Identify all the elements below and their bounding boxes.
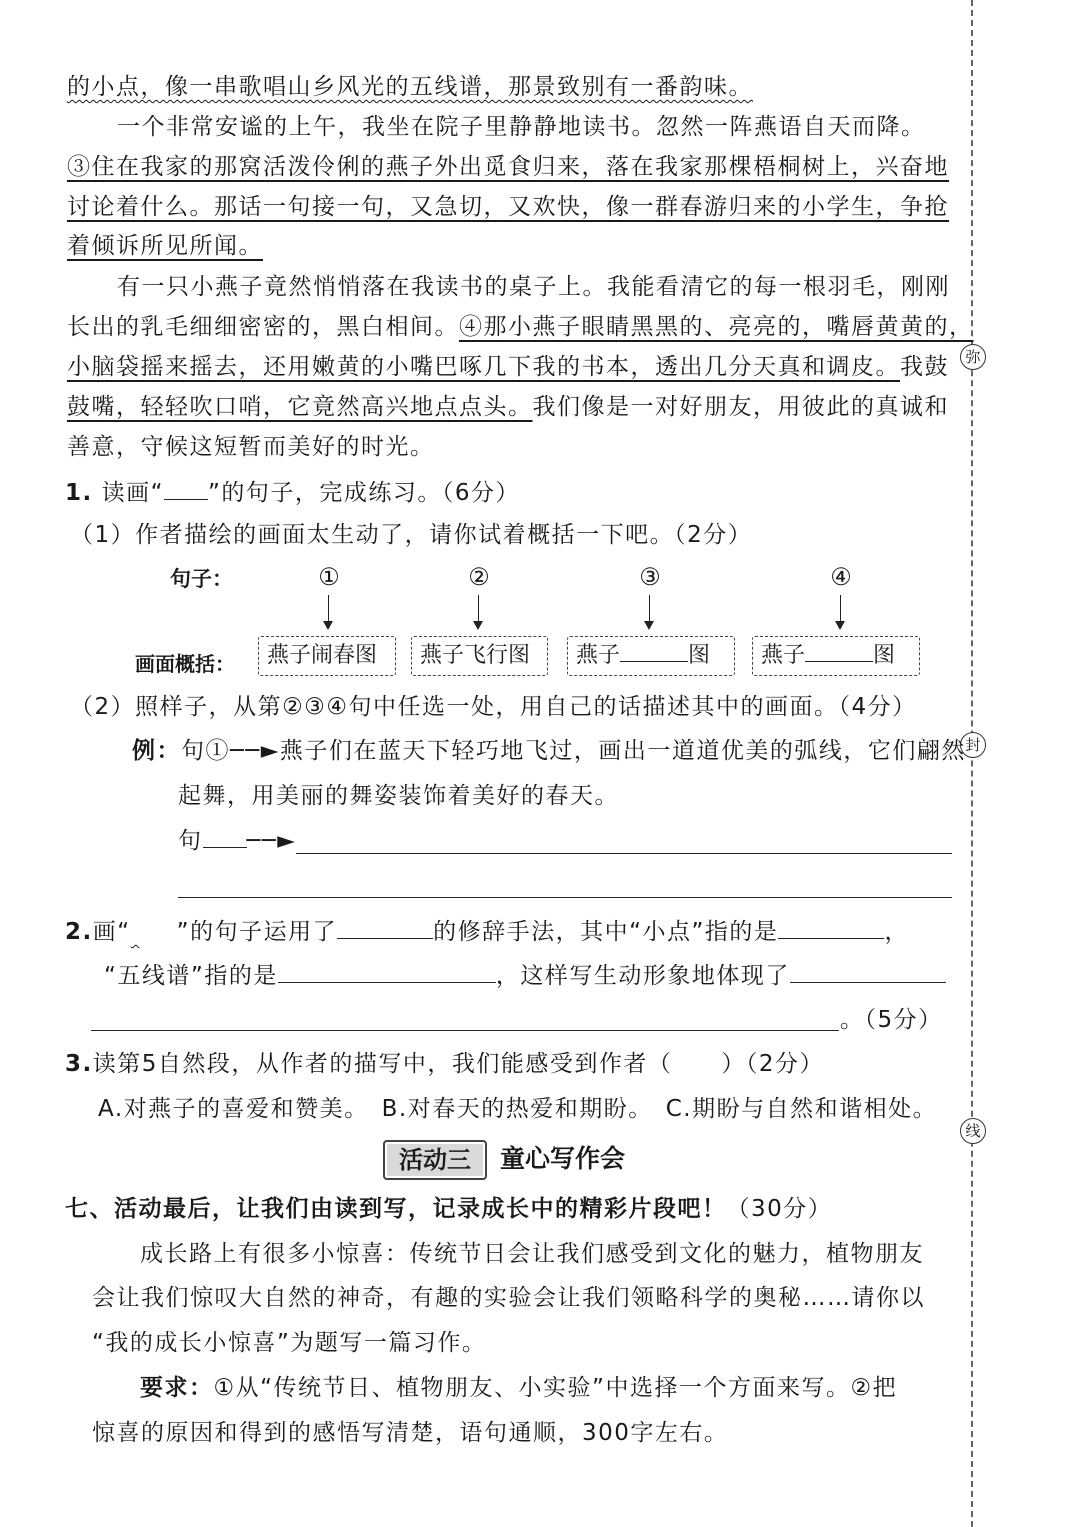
answer-blank[interactable] [805, 639, 873, 662]
question-3-options: A.对燕子的喜爱和赞美。 B.对春天的热爱和期盼。 C.期盼与自然和谐相处。 [98, 1096, 938, 1122]
passage-line: 着倾诉所见所闻。 [67, 233, 263, 259]
passage-line: 长出的乳毛细细密密的，黑白相间。④那小燕子眼睛黑黑的、亮亮的，嘴唇黄黄的， [67, 314, 974, 340]
question-1: 1. 读画“ ”的句子，完成练习。（6分） [65, 475, 520, 510]
example-line: 起舞，用美丽的舞姿装饰着美好的春天。 [178, 783, 619, 809]
answer-line: 句 ──► [178, 823, 296, 858]
prompt-line: “我的成长小惊喜”为题写一篇习作。 [92, 1330, 487, 1356]
summary-box: 燕子闹春图 [258, 636, 396, 676]
down-arrow-icon [478, 595, 479, 628]
passage-line: 鼓嘴，轻轻吹口哨，它竟然高兴地点点头。我们像是一对好朋友，用彼此的真诚和 [67, 394, 949, 420]
requirement-line: 惊喜的原因和得到的感悟写清楚，语句通顺，300字左右。 [92, 1420, 729, 1446]
binding-dashed-line [971, 0, 973, 1527]
wavy-underlined-sentence: 的小点，像一串歌唱山乡风光的五线谱，那景致别有一番韵味。 [67, 74, 753, 100]
sentence-number: ② [468, 563, 490, 591]
underline-sample [164, 475, 208, 500]
answer-writing-line[interactable] [296, 853, 952, 854]
sentence-number: ① [318, 563, 340, 591]
down-arrow-icon [840, 595, 841, 628]
summary-label: 画面概括： [135, 652, 235, 676]
answer-writing-line[interactable] [91, 1030, 839, 1031]
wavy-sample [131, 915, 177, 949]
answer-blank[interactable] [278, 958, 496, 983]
sentence-label: 句子： [170, 566, 233, 591]
passage-line: 讨论着什么。那话一句接一句，又急切，又欢快，像一群春游归来的小学生，争抢 [67, 194, 949, 220]
summary-box: 燕子 图 [567, 636, 735, 676]
passage-line: 小脑袋摇来摇去，还用嫩黄的小嘴巴啄几下我的书本，透出几分天真和调皮。我鼓 [67, 354, 949, 380]
answer-blank[interactable] [620, 639, 688, 662]
sentence-number: ④ [830, 563, 852, 591]
margin-mark-feng: 封 [960, 732, 986, 758]
activity-title: 童心写作会 [500, 1144, 626, 1173]
down-arrow-icon [328, 595, 329, 628]
passage-line: 善意，守候这短暂而美好的时光。 [67, 434, 435, 460]
question-3: 3.读第5自然段，从作者的描写中，我们能感受到作者（ ）（2分） [65, 1051, 825, 1077]
question-2-score: 。（5分） [840, 1007, 943, 1033]
answer-blank[interactable] [790, 958, 946, 983]
margin-mark-xian: 线 [960, 1118, 986, 1144]
passage-line [67, 70, 753, 104]
sentence-number: ③ [639, 563, 661, 591]
question-2-line-2: “五线谱”指的是 ，这样写生动形象地体现了 [104, 958, 946, 993]
answer-blank[interactable] [203, 823, 247, 848]
prompt-line: 成长路上有很多小惊喜：传统节日会让我们感受到文化的魅力，植物朋友 [140, 1241, 924, 1267]
question-7-heading: 七、活动最后，让我们由读到写，记录成长中的精彩片段吧！（30分） [65, 1196, 833, 1222]
requirement-line: 要求：①从“传统节日、植物朋友、小实验”中选择一个方面来写。②把 [140, 1374, 898, 1401]
question-1-part-2: （2）照样子，从第②③④句中任选一处，用自己的话描述其中的画面。（4分） [70, 694, 917, 720]
down-arrow-icon [649, 595, 650, 628]
question-2: 2.画“ ”的句子运用了 的修辞手法，其中“小点”指的是 ， [65, 914, 909, 949]
margin-mark-mi: 弥 [960, 344, 986, 370]
answer-blank[interactable] [337, 914, 433, 939]
passage-line: ③住在我家的那窝活泼伶俐的燕子外出觅食归来，落在我家那棵梧桐树上，兴奋地 [67, 154, 949, 180]
question-1-part-1: （1）作者描绘的画面太生动了，请你试着概括一下吧。（2分） [70, 522, 753, 548]
activity-badge: 活动三 [383, 1140, 487, 1180]
prompt-line: 会让我们惊叹大自然的神奇，有趣的实验会让我们领略科学的奥秘……请你以 [92, 1285, 925, 1311]
passage-line: 有一只小燕子竟然悄悄落在我读书的桌子上。我能看清它的每一根羽毛，刚刚 [117, 274, 950, 300]
example-line: 例：句①──►燕子们在蓝天下轻巧地飞过，画出一道道优美的弧线，它们翩然 [132, 737, 966, 764]
summary-box: 燕子飞行图 [411, 636, 548, 676]
answer-writing-line[interactable] [178, 897, 952, 898]
passage-line: 一个非常安谧的上午，我坐在院子里静静地读书。忽然一阵燕语自天而降。 [117, 114, 926, 140]
summary-box: 燕子 图 [752, 636, 920, 676]
answer-blank[interactable] [778, 914, 884, 939]
